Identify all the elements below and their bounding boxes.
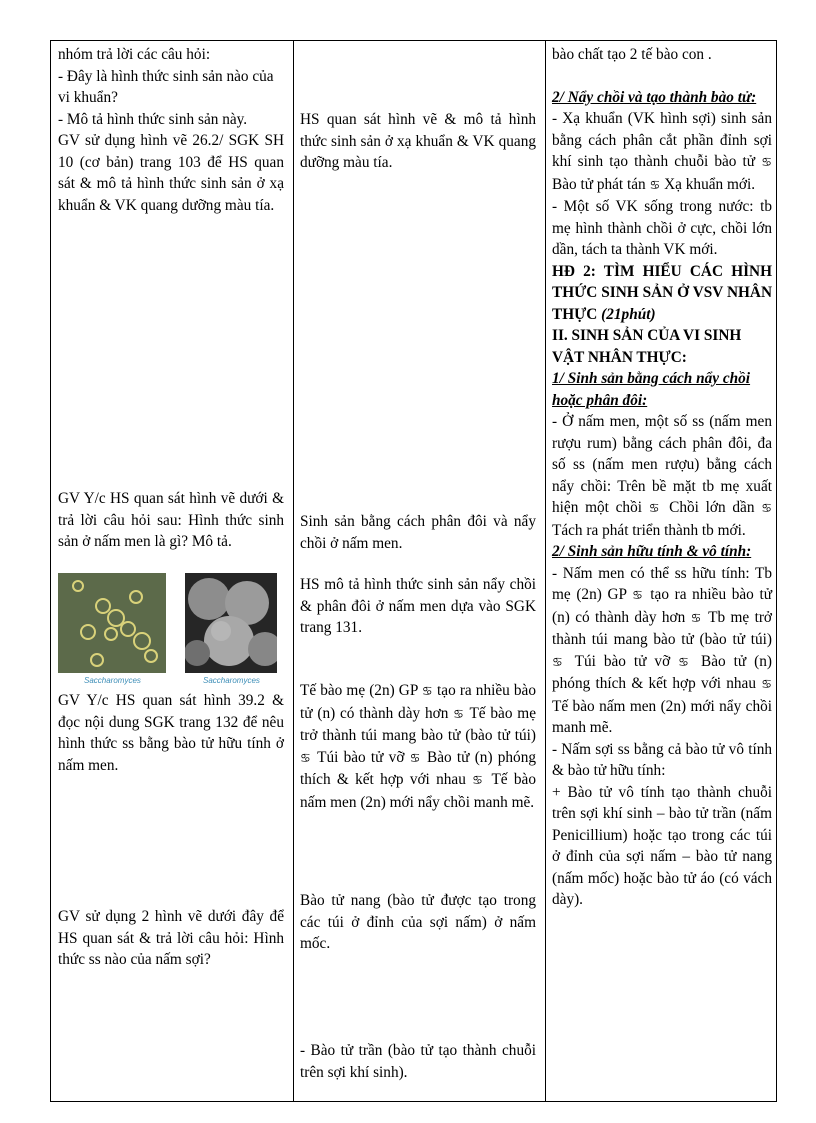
arrow-symbol-icon: ♋	[648, 501, 663, 515]
activity-heading: HĐ 2: TÌM HIỂU CÁC HÌNH THỨC SINH SẢN Ở VSV NHÂN THỰC (21phút)	[552, 262, 772, 323]
col2-answer: - Bào tử trần (bào tử tạo thành chuỗi trên sợi khí sinh).	[300, 1042, 536, 1081]
col1-yeast-question: GV Y/c HS quan sát hình vẽ dưới & trả lời câu hỏi sau: Hình thức sinh sản ở nấm men là gì? Mô tả.	[58, 490, 284, 550]
yeast-figure	[58, 573, 286, 691]
col2-answer: HS quan sát hình vẽ & mô tả hình thức sinh sản ở xạ khuẩn & VK quang dưỡng màu tía.	[300, 111, 536, 171]
col3-content: bào chất tạo 2 tế bào con . 2/ Nẩy chồi và tạo thành bào tử: - Xạ khuẩn (VK hình sợi) sinh sản bằng cách phân cắt phần đỉnh sợi khí sinh tạo thành chuỗi bào tử ♋ Bào tử phát tán ♋ Xạ khuẩn mới. - Một số VK sống trong nước: tb mẹ hình thành chồi ở cực, chồi lớn dần, tách ta thành VK mới. HĐ 2: TÌM HIỂU CÁC HÌNH THỨC SINH SẢN Ở VSV NHÂN THỰC (21phút) II. SINH SẢN CỦA VI SINH VẬT NHÂN THỰC: 1/ Sinh sản bằng cách nẩy chồi hoặc phân đôi: - Ở nấm men, một số ss (nấm men rượu rum) bằng cách phân đôi, đa số ss (nấm men rượu) bằng cách nẩy chồi: Trên bề mặt tb mẹ xuất hiện một chồi ♋ Chồi lớn dần ♋ Tách ra phát triển thành tb mới. 2/ Sinh sản hữu tính & vô tính: - Nấm men có thể ss hữu tính: Tb mẹ (2n) GP ♋ tạo ra nhiều bào tử (n) có thành dày hơn ♋ Tb mẹ trở thành túi mang bào tử (bào tử túi) ♋ Túi bào tử vỡ ♋ Bào tử (n) phóng thích & kết hợp với nhau ♋ Tế bào nấm men (2n) mới nẩy chồi manh mẽ. - Nấm sợi ss bằng cả bào tử vô tính & bào tử hữu tính: + Bào tử vô tính tạo thành chuỗi trên sợi khí sinh – bào tử trần (nấm Penicillium) hoặc tạo trong các túi ở đỉnh của sợi nấm – bào tử nang (nấm mốc) hoặc bào tử áo (có vách dày).	[552, 46, 773, 908]
student-activity-column	[294, 41, 546, 1101]
col1-line: nhóm trả lời các câu hỏi:	[58, 46, 211, 63]
content-column	[546, 41, 776, 1101]
arrow-symbol-icon: ♋	[421, 684, 433, 698]
arrow-symbol-icon: ♋	[552, 654, 567, 669]
teacher-activity-column	[51, 41, 294, 1101]
col1-mold-question: GV sử dụng 2 hình vẽ dưới đây để HS quan sát & trả lời câu hỏi: Hình thức ss nào của nấm sợi?	[58, 908, 284, 968]
arrow-symbol-icon: ♋	[690, 610, 703, 625]
arrow-symbol-icon: ♋	[409, 750, 422, 765]
arrow-symbol-icon: ♋	[649, 177, 661, 192]
arrow-symbol-icon: ♋	[761, 677, 772, 691]
yeast-sem-image	[185, 573, 277, 673]
col2-answer: HS mô tả hình thức sinh sản nẩy chồi & phân đôi ở nấm men dựa vào SGK trang 131.	[300, 576, 536, 636]
col2-answer: Bào tử nang (bào tử được tạo trong các túi ở đỉnh của sợi nấm) ở nấm mốc.	[300, 892, 536, 952]
col2-answer: Sinh sản bằng cách phân đôi và nẩy chồi ở nấm men.	[300, 513, 536, 552]
col1-line: - Đây là hình thức sinh sản nào của vi khuẩn?	[58, 67, 274, 106]
arrow-symbol-icon: ♋	[472, 773, 486, 787]
figure-caption: Saccharomyces	[203, 676, 260, 685]
col2-answer: Tế bào mẹ (2n) GP ♋ tạo ra nhiều bào tử (n) có thành dày hơn ♋ Tế bào mẹ trở thành túi mang bào tử (bào tử túi) ♋ Túi bào tử vỡ ♋ Bào tử (n) phóng thích & kết hợp với nhau ♋ Tế bào nấm men (2n) mới nẩy chồi manh mẽ.	[300, 682, 537, 811]
arrow-symbol-icon: ♋	[300, 750, 313, 765]
col1-spore-question: GV Y/c HS quan sát hình 39.2 & đọc nội dung SGK trang 132 để nêu hình thức ss bằng bào tử hữu tính ở nấm men.	[58, 692, 284, 774]
col1-intro	[58, 44, 284, 216]
section-heading: 2/ Sinh sản hữu tính & vô tính:	[552, 543, 752, 560]
yeast-micrograph-image	[58, 573, 166, 673]
lesson-table	[50, 40, 777, 1102]
arrow-symbol-icon: ♋	[678, 654, 694, 669]
section-heading: 2/ Nẩy chồi và tạo thành bào tử:	[552, 88, 757, 106]
figure-caption: Saccharomyces	[84, 676, 141, 685]
section-title: II. SINH SẢN CỦA VI SINH VẬT NHÂN THỰC:	[552, 327, 742, 366]
col1-line: - Mô tả hình thức sinh sản này.	[58, 110, 248, 128]
arrow-symbol-icon: ♋	[761, 155, 772, 169]
arrow-symbol-icon: ♋	[453, 706, 465, 721]
arrow-symbol-icon: ♋	[632, 588, 645, 602]
col1-line: GV sử dụng hình vẽ 26.2/ SGK SH 10 (cơ bản) trang 103 để HS quan sát & mô tả hình thức sinh sản ở xạ khuẩn & VK quang dưỡng màu tía.	[58, 132, 284, 214]
section-heading: 1/ Sinh sản bằng cách nẩy chồi hoặc phân đôi:	[552, 370, 751, 409]
arrow-symbol-icon: ♋	[761, 501, 772, 515]
